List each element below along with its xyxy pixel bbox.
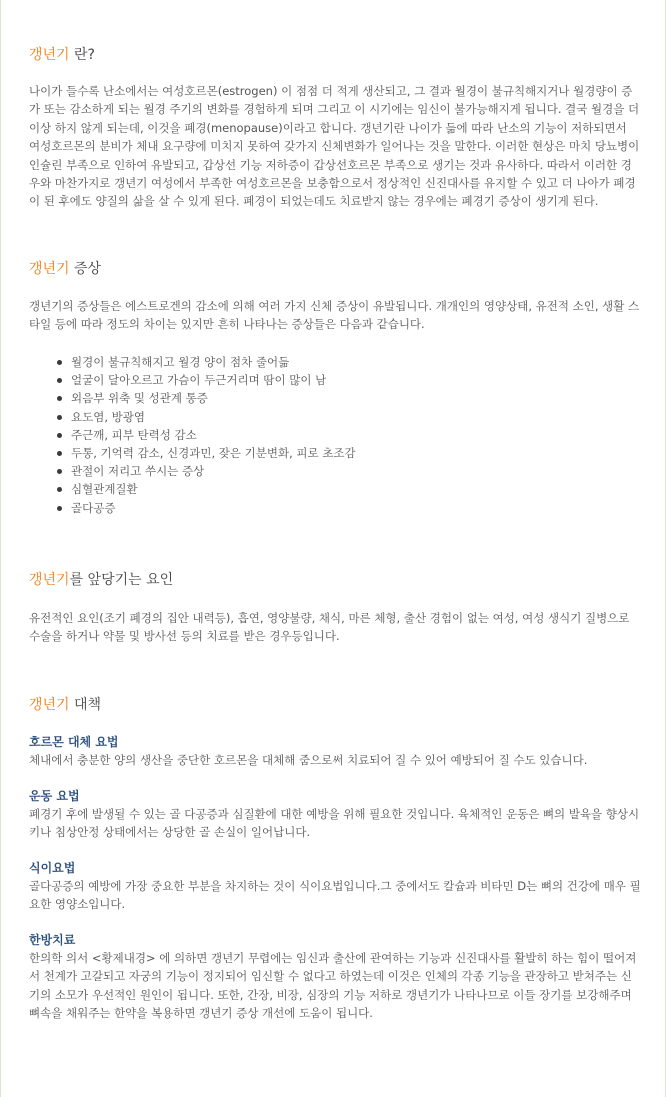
bullet-dot-icon <box>57 506 62 511</box>
section-title-symptoms <box>29 258 641 278</box>
list-item: 관절이 저리고 쑤시는 증상 <box>57 462 666 480</box>
measure-body-diet: 골다공증의 예방에 가장 중요한 부분을 차지하는 것이 식이요법입니다.그 중에서도 칼슘과 비타민 D는 뼈의 건강에 매우 필요한 영양소입니다. <box>29 879 641 912</box>
bullet-dot-icon <box>57 378 62 383</box>
list-item: 외음부 위축 및 성관계 통증 <box>57 389 666 407</box>
measure-title-hormone: 호르몬 대체 요법 <box>29 735 119 749</box>
bullet-dot-icon <box>57 451 62 456</box>
measure-body-oriental: 한의학 의서 <황제내경> 에 의하면 갱년기 무렵에는 임신과 출산에 관여하는 기능과 신진대사를 활발히 하는 힘이 떨어져서 천계가 고갈되고 자궁의 기능이 정지되어 임신할 수 없다고 하였는데 이것은 인체의 각종 기능을 관장하고 받쳐주는 신기의 소모가 우선적인 원인이 됩니다. 또한, 간장, 비장, 심장의 기능 저하로 갱년기가 나타나므로 이들 장기를 보강해주며 뼈속을 채워주는 한약을 복용하면 갱년기 증상 개선에 도움이 됩니다. <box>29 951 637 1021</box>
section-body-symptoms: 갱년기의 증상들은 에스트로겐의 감소에 의해 여러 가지 신체 증상이 유발됩니다. 개개인의 영양상태, 유전적 소인, 생활 스타일 등에 따라 정도의 차이는 있지만 흔히 나타나는 증상들은 다음과 같습니다. <box>29 299 640 332</box>
title-rest: 를 앞당기는 요인 <box>69 572 174 588</box>
list-item: 요도염, 방광염 <box>57 408 666 426</box>
list-item: 심혈관계질환 <box>57 480 666 498</box>
title-rest: 대책 <box>69 697 102 713</box>
measure-body-exercise: 폐경기 후에 발생될 수 있는 골 다공증과 심질환에 대한 예방을 위해 필요한 것입니다. 육체적인 운동은 뼈의 발육을 향상시키나 침상안정 상태에서는 상당한 골 손실이 일어납니다. <box>29 807 640 840</box>
title-rest: 증상 <box>69 261 102 277</box>
title-accent: 갱년기 <box>29 697 70 713</box>
bullet-dot-icon <box>57 487 62 492</box>
section-title-about <box>29 44 641 64</box>
bullet-dot-icon <box>57 469 62 474</box>
list-item: 얼굴이 달아오르고 가슴이 두근거리며 땀이 많이 남 <box>57 371 666 389</box>
symptom-list <box>29 353 666 517</box>
list-item: 두통, 기억력 감소, 신경과민, 잦은 기분변화, 피로 초조감 <box>57 444 666 462</box>
bullet-dot-icon <box>57 360 62 365</box>
measure-title-oriental: 한방치료 <box>29 933 76 947</box>
title-accent: 갱년기 <box>29 261 70 277</box>
bullet-dot-icon <box>57 396 62 401</box>
measure-body-hormone: 체내에서 충분한 양의 생산을 중단한 호르몬을 대체해 줌으로써 치료되어 질 수 있어 예방되어 질 수도 있습니다. <box>29 753 588 767</box>
section-body-about: 나이가 들수록 난소에서는 여성호르몬(estrogen) 이 점점 더 적게 생산되고, 그 결과 월경이 불규칙해지거나 월경량이 증가 또는 감소하게 되는 월경 주기의 변화를 경험하게 되며 그리고 이 시기에는 임신이 불가능해지게 됩니다. 결국 월경을 더 이상 하지 않게 되는데, 이것을 폐경(menopause)이라고 합니다. 갱년기란 나이가 듦에 따라 난소의 기능이 저하되면서 여성호르몬의 분비가 체내 요구량에 미치지 못하여 갖가지 신체변화가 일어나는 것을 말한다. 이러한 현상은 마치 당뇨병이 인슐린 부족으로 인하여 유발되고, 갑상선 기능 저하증이 갑상선호르몬 부족으로 생기는 것과 유사하다. 따라서 이러한 경우와 마찬가지로 갱년기 여성에서 부족한 여성호르몬을 보충함으로서 정상적인 신진대사를 유지할 수 있고 더 나아가 폐경이 된 후에도 양질의 삶을 살 수 있게 된다. 폐경이 되었는데도 치료받지 않는 경우에는 폐경기 증상이 생기게 된다. <box>29 84 640 209</box>
title-accent: 갱년기 <box>29 47 70 63</box>
measure-title-exercise: 운동 요법 <box>29 789 80 803</box>
list-item: 골다공증 <box>57 499 666 517</box>
list-item: 월경이 불규칙해지고 월경 양이 점차 줄어듦 <box>57 353 666 371</box>
title-accent: 갱년기 <box>29 572 70 588</box>
bullet-dot-icon <box>57 433 62 438</box>
title-rest: 란? <box>69 47 95 63</box>
bullet-dot-icon <box>57 415 62 420</box>
measure-title-diet: 식이요법 <box>29 861 76 875</box>
section-title-measures <box>29 694 641 714</box>
section-title-causes <box>29 569 641 589</box>
section-body-causes: 유전적인 요인(조기 폐경의 집안 내력등), 흡연, 영양불량, 채식, 마른 체형, 출산 경험이 없는 여성, 여성 생식기 질병으로 수술을 하거나 약물 및 방사선 등의 치료를 받은 경우등입니다. <box>29 611 630 644</box>
list-item: 주근깨, 피부 탄력성 감소 <box>57 426 666 444</box>
